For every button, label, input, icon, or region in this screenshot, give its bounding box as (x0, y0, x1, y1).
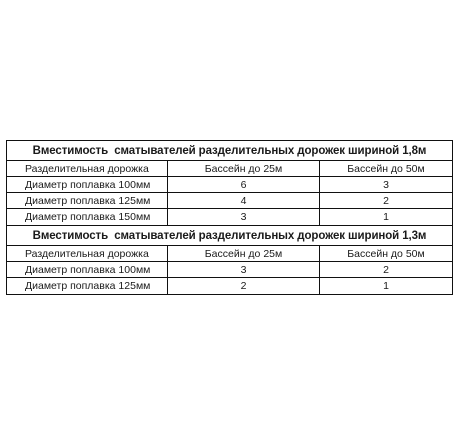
value-pool-50: 1 (383, 280, 389, 292)
header-pool-25: Бассейн до 25м (168, 246, 320, 261)
capacity-table (6, 140, 453, 295)
value-pool-25: 4 (168, 193, 320, 208)
value-pool-50: 2 (383, 263, 389, 276)
row-label: Диаметр поплавка 100мм (7, 177, 168, 192)
table-row (7, 262, 452, 278)
value-pool-50: 2 (383, 194, 389, 207)
table-title-1-8m (7, 141, 452, 161)
table-title-text: Вместимость сматывателей разделительных дорожек шириной 1,3м (32, 229, 427, 242)
header-lane: Разделительная дорожка (7, 161, 168, 176)
header-pool-25: Бассейн до 25м (168, 161, 320, 176)
table-row (7, 278, 452, 294)
table-header-row (7, 246, 452, 262)
row-label: Диаметр поплавка 125мм (7, 278, 168, 294)
header-pool-50: Бассейн до 50м (347, 162, 425, 175)
header-lane: Разделительная дорожка (7, 246, 168, 261)
value-pool-25: 2 (168, 278, 320, 294)
table-row (7, 209, 452, 225)
table-row (7, 177, 452, 193)
value-pool-25: 3 (168, 209, 320, 225)
value-pool-25: 3 (168, 262, 320, 277)
row-label: Диаметр поплавка 125мм (7, 193, 168, 208)
table-title-text: Вместимость сматывателей разделительных дорожек шириной 1,8м (32, 144, 427, 157)
value-pool-50: 1 (383, 211, 389, 223)
table-header-row (7, 161, 452, 177)
table-row (7, 193, 452, 209)
value-pool-50: 3 (383, 178, 389, 191)
row-label: Диаметр поплавка 150мм (7, 209, 168, 225)
value-pool-25: 6 (168, 177, 320, 192)
header-pool-50: Бассейн до 50м (347, 247, 425, 260)
row-label: Диаметр поплавка 100мм (7, 262, 168, 277)
table-title-1-3m (7, 225, 452, 246)
